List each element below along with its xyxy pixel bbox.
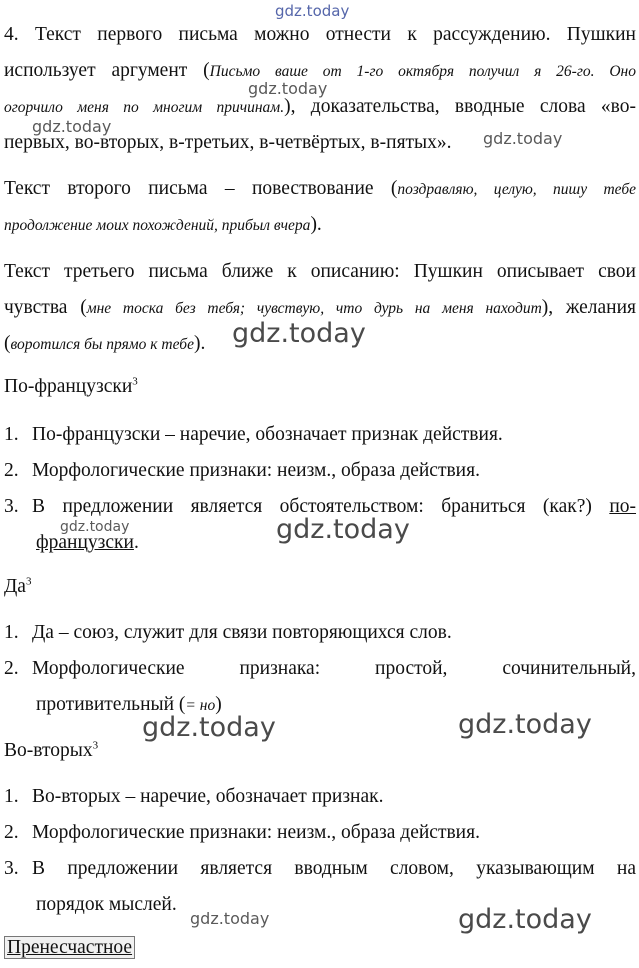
section-heading: По-французски$^3$: [4, 375, 138, 397]
watermark: gdz.today: [483, 129, 563, 148]
list-item: 2. Морфологические признаки: неизм., образа действия.: [4, 460, 480, 481]
paragraph-1-line-2: использует аргумент (Письмо ваше от 1-го октября получил я 26-го. Оно: [4, 60, 636, 81]
list-item: 1. Да – союз, служит для связи повторяющихся слов.: [4, 622, 452, 643]
list-item: 2. Морфологические признаки: неизм., образа действия.: [4, 822, 480, 843]
watermark: gdz.today: [32, 117, 112, 136]
section-heading: Пренесчастное: [4, 930, 636, 966]
section-heading: Во-вторых$^3$: [4, 739, 99, 761]
list-item-continuation: порядок мыслей.: [36, 894, 177, 915]
watermark: gdz.today: [458, 904, 592, 935]
paragraph-1-line-3: огорчило меня по многим причинам.), доказательства, вводные слова «во-: [4, 96, 636, 117]
list-item: 3. В предложении является вводным словом, указывающим на: [4, 858, 636, 879]
paragraph-1-line-1: 4. Текст первого письма можно отнести к рассуждению. Пушкин: [4, 24, 636, 45]
paragraph-3-line-3: (воротился бы прямо к тебе).: [4, 333, 206, 354]
paragraph-3-line-2: чувства (мне тоска без тебя; чувствую, что дурь на меня находит), желания: [4, 297, 636, 318]
section-heading: $Да^3$: [4, 575, 32, 597]
paragraph-3-line-1: Текст третьего письма ближе к описанию: Пушкин описывает свои: [4, 261, 636, 282]
watermark: gdz.today: [276, 514, 410, 545]
watermark: gdz.today: [142, 712, 276, 743]
paragraph-2-line-1: Текст второго письма – повествование (поздравляю, целую, пишу тебе: [4, 178, 636, 199]
list-item: 2. Морфологические признака: простой, сочинительный,: [4, 658, 636, 679]
watermark: gdz.today: [232, 318, 366, 349]
paragraph-2-line-2: продолжение моих похождений, прибыл вчера).: [4, 214, 322, 235]
list-item: 1. Во-вторых – наречие, обозначает признак.: [4, 786, 384, 807]
watermark: gdz.today: [60, 519, 130, 535]
paragraph-1-line-4: первых, во-вторых, в-третьих, в-четвёртых, в-пятых».: [4, 132, 452, 153]
list-item-continuation: французски.: [36, 532, 139, 553]
list-item: 3. В предложении является обстоятельством: браниться (как?) по-: [4, 496, 637, 517]
list-item: 1. По-французски – наречие, обозначает признак действия.: [4, 424, 503, 445]
watermark: gdz.today: [190, 909, 270, 928]
watermark-top: gdz.today: [275, 2, 350, 20]
watermark: gdz.today: [458, 709, 592, 740]
watermark: gdz.today: [248, 79, 328, 98]
list-item-continuation: противительный (= но): [36, 694, 222, 715]
